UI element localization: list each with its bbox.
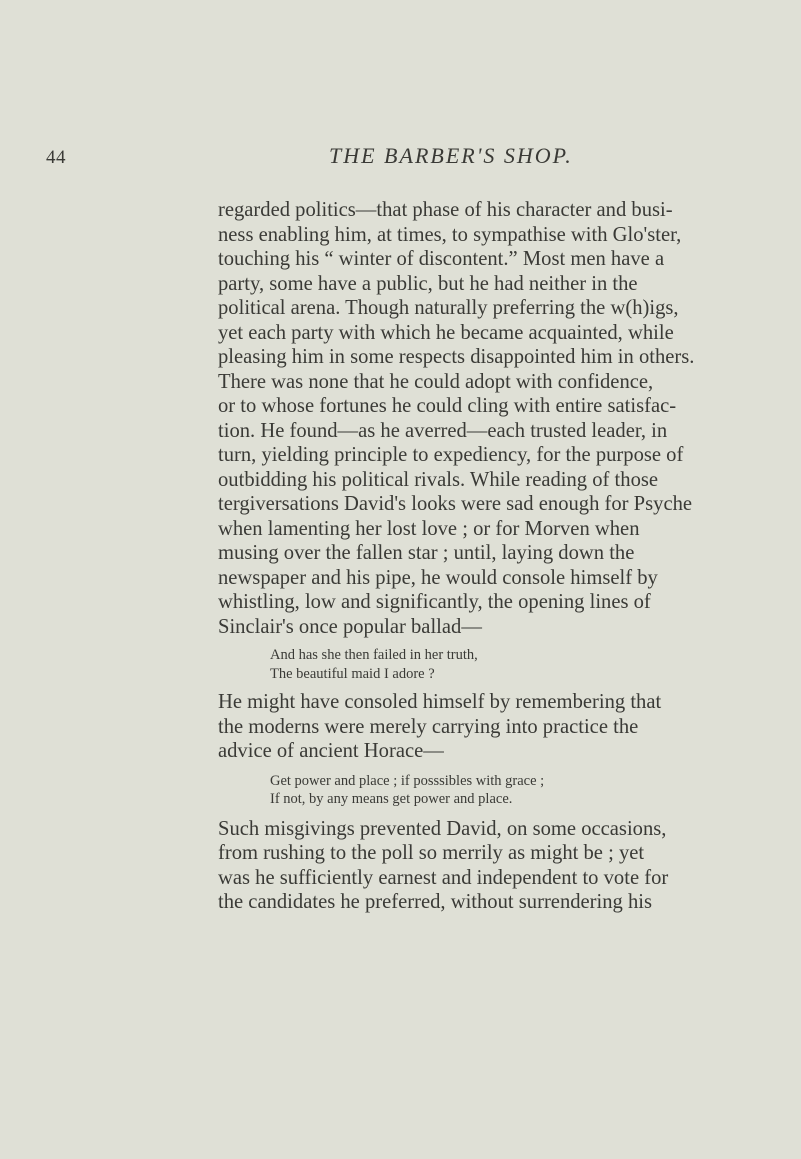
text-line: Sinclair's once popular ballad— [218,615,482,638]
paragraph-3 [218,817,763,915]
text-line: yet each party with which he became acquainted, while [218,321,674,344]
text-line: regarded politics—that phase of his character and busi- [218,199,673,221]
text-line: when lamenting her lost love ; or for Morven when [218,517,640,540]
text-line: Such misgivings prevented David, on some occasions, [218,817,667,840]
page-header [46,143,766,177]
body-text [218,198,763,915]
text-line: turn, yielding principle to expediency, for the purpose of [218,444,684,466]
text-line: political arena. Though naturally preferring the w(h)igs, [218,297,679,319]
running-title: THE BARBER'S SHOP. [329,143,573,168]
text-line: advice of ancient Horace— [218,740,444,762]
verse-line: Get power and place ; if posssibles with grace ; [270,772,545,789]
paragraph-1 [218,198,763,639]
text-line: newspaper and his pipe, he would console himself by [218,566,658,589]
text-line: He might have consoled himself by remembering that [218,691,662,713]
text-line: tergiversations David's looks were sad enough for Psyche [218,493,693,515]
text-line: outbidding his political rivals. While reading of those [218,468,659,491]
text-line: tion. He found—as he averred—each trusted leader, in [218,419,668,442]
text-line: musing over the fallen star ; until, laying down the [218,542,635,564]
text-line: party, some have a public, but he had neither in the [218,272,638,295]
text-line: There was none that he could adopt with confidence, [218,370,654,393]
quotation-horace [270,772,763,809]
quotation-ballad [270,646,763,683]
verse-line: If not, by any means get power and place. [270,791,513,807]
text-line: ness enabling him, at times, to sympathise with Glo'ster, [218,223,682,246]
text-line: was he sufficiently earnest and independent to vote for [218,866,669,889]
paragraph-2 [218,690,763,764]
text-line: whistling, low and significantly, the opening lines of [218,591,651,613]
text-line: or to whose fortunes he could cling with entire satisfac- [218,395,677,417]
verse-line: And has she then failed in her truth, [270,647,478,663]
text-line: pleasing him in some respects disappointed him in others. [218,346,695,368]
text-line: the candidates he preferred, without surrendering his [218,891,653,913]
text-line: the moderns were merely carrying into practice the [218,715,639,738]
text-line: touching his “ winter of discontent.” Most men have a [218,248,665,270]
verse-line: The beautiful maid I adore ? [270,665,435,682]
page-number: 44 [46,147,66,168]
text-line: from rushing to the poll so merrily as might be ; yet [218,842,645,864]
